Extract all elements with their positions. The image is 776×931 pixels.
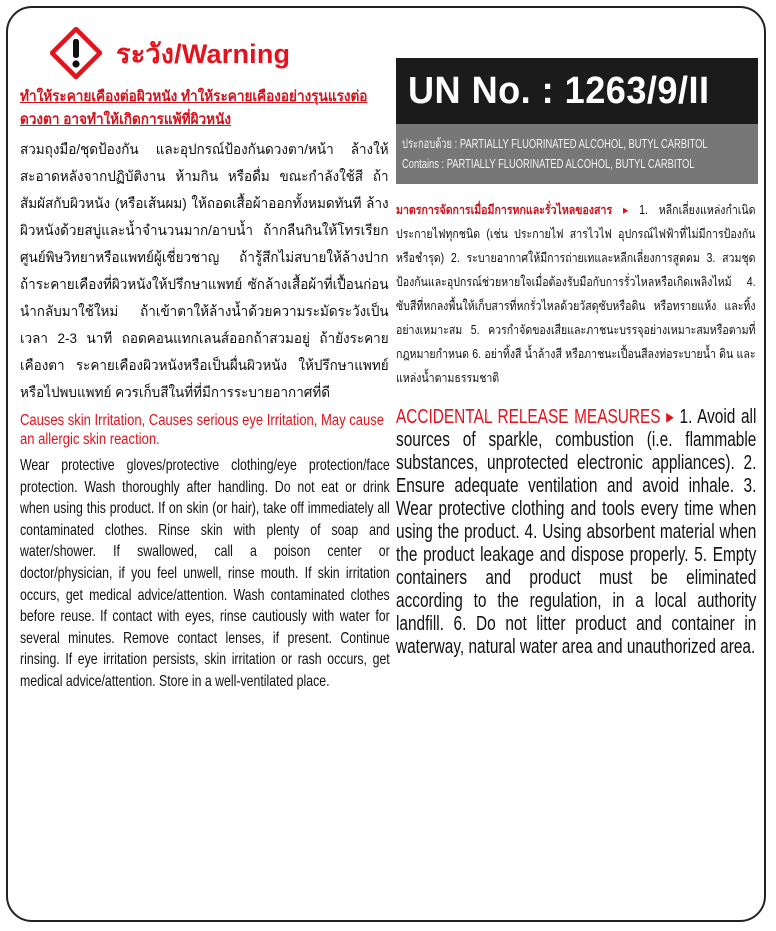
warning-title: ระวัง/Warning xyxy=(116,38,291,69)
ghs-exclamation-icon xyxy=(50,27,102,79)
english-precautionary-text: Wear protective gloves/protective clothing/eye protection/face protection. Wash thoroughly after handling. Do not eat or drink when using this product. If on skin (or hair), take off immediately all contaminated clothes. Rinse skin with plenty of soap and water/shower. If swallowed, call a poison center or doctor/physician, if you feel unwell, rinse mouth. If skin irritation occurs, get medical advice/attention. Wash contaminated clothes before reuse. If contact with eyes, rinse cautiously with water for several minutes. Remove contact lenses, if present. Continue rinsing. If eye irritation persists, skin irritation or rash occurs, get medical advice/attention. Store in a well-ventilated place. xyxy=(20,457,390,690)
un-number: UN No. : 1263/9/II xyxy=(408,69,710,112)
thai-release-heading: มาตรการจัดการเมื่อมีการหกและรั่วไหลของสาร xyxy=(396,203,613,217)
release-column xyxy=(396,58,758,659)
english-release-text: 1. Avoid all sources of sparkle, combustion (i.e. flammable substances, unprotected electronic appliances). 2. Ensure adequate ventilation and avoid inhale. 3. Wear protective clothing and tools every time when using the product. 4. Using absorbent material when the product leakage and dispose properly. 5. Empty containers and product must be eliminated according to the regulation, in a local authority landfill. 6. Do not litter product and container in waterway, natural water area and unauthorized area. xyxy=(396,406,757,658)
thai-precautionary-text: สวมถุงมือ/ชุดป้องกัน และอุปกรณ์ป้องกันดวงตา/หน้า ล้างให้สะอาดหลังจากปฏิบัติงาน ห้ามกิน หรือดื่ม ขณะกำลังใช้สี ถ้าสัมผัสกับผิวหนัง (หรือเส้นผม) ให้ถอดเสื้อผ้าออกทั้งหมดทันที ล้างผิวหนังด้วยสบู่และน้ำจำนวนมาก/อาบน้ำ ถ้ากลืนกินให้โทรเรียกศูนย์พิษวิทยาหรือแพทย์ผู้เชี่ยวชาญ ถ้ารู้สึกไม่สบายให้ล้างปาก ถ้าระคายเคืองที่ผิวหนังให้ปรึกษาแพทย์ ซักล้างเสื้อผ้าที่เปื้อนก่อนนำกลับมาใช้ใหม่ ถ้าเข้าตาให้ล้างน้ำด้วยความระมัดระวังเป็นเวลา 2-3 นาที ถอดคอนแทกเลนส์ออกถ้าสวมอยู่ ถ้ายังระคายเคืองตา ระคายเคืองผิวหนังหรือเป็นผื่นผิวหนัง ให้ปรึกษาแพทย์หรือไปพบแพทย์ ควรเก็บสีในที่ที่มีการระบายอากาศที่ดี xyxy=(20,142,389,401)
thai-release-measures xyxy=(396,198,756,390)
warning-header xyxy=(50,30,390,76)
thai-hazard-statement: ทำให้ระคายเคืองต่อผิวหนัง ทำให้ระคายเคืองอย่างรุนแรงต่อดวงตา อาจทำให้เกิดการแพ้ที่ผิวหนัง xyxy=(20,89,368,128)
english-hazard-statement: Causes skin Irritation, Causes serious eye Irritation, May cause an allergic skin reaction. xyxy=(20,412,384,448)
warning-column xyxy=(20,30,390,693)
thai-release-text: 1. หลีกเลี่ยงแหล่งกำเนิดประกายไฟทุกชนิด (เช่น ประกายไฟ สารไวไฟ อุปกรณ์ไฟฟ้าที่ไม่มีการป้องกันหรือชำรุด) 2. ระบายอากาศให้มีการถ่ายเทและหลีกเลี่ยงการสูดดม 3. สวมชุดป้องกันและอุปกรณ์ช่วยหายใจเมื่อต้องรับมือกับการรั่วไหลหรือเกิดเพลิงไหม้ 4. ซับสีที่หกลงพื้นให้เก็บสารที่หกรั่วไหลด้วยวัสดุซับหรือดิน หรือทรายแห้ง และทิ้งอย่างเหมาะสม 5. ควรกำจัดของเสียและภาชนะบรรจุอย่างเหมาะสมหรือตามที่กฎหมายกำหนด 6. อย่าทิ้งสี น้ำล้างสี หรือภาชนะเปื้อนสีลงท่อระบายน้ำ ดิน และแหล่งน้ำตามธรรมชาติ xyxy=(396,203,756,385)
contains-bar xyxy=(396,124,758,184)
arrow-icon: ▸ xyxy=(666,406,674,428)
english-release-measures xyxy=(396,406,756,659)
contains-thai: ประกอบด้วย : PARTIALLY FLUORINATED ALCOHOL, BUTYL CARBITOL xyxy=(402,136,708,151)
contains-english: Contains : PARTIALLY FLUORINATED ALCOHOL, BUTYL CARBITOL xyxy=(402,156,695,171)
un-number-bar xyxy=(396,58,758,124)
english-release-heading: ACCIDENTAL RELEASE MEASURES xyxy=(396,406,661,428)
product-label xyxy=(6,6,766,922)
arrow-icon: ▸ xyxy=(622,203,629,217)
